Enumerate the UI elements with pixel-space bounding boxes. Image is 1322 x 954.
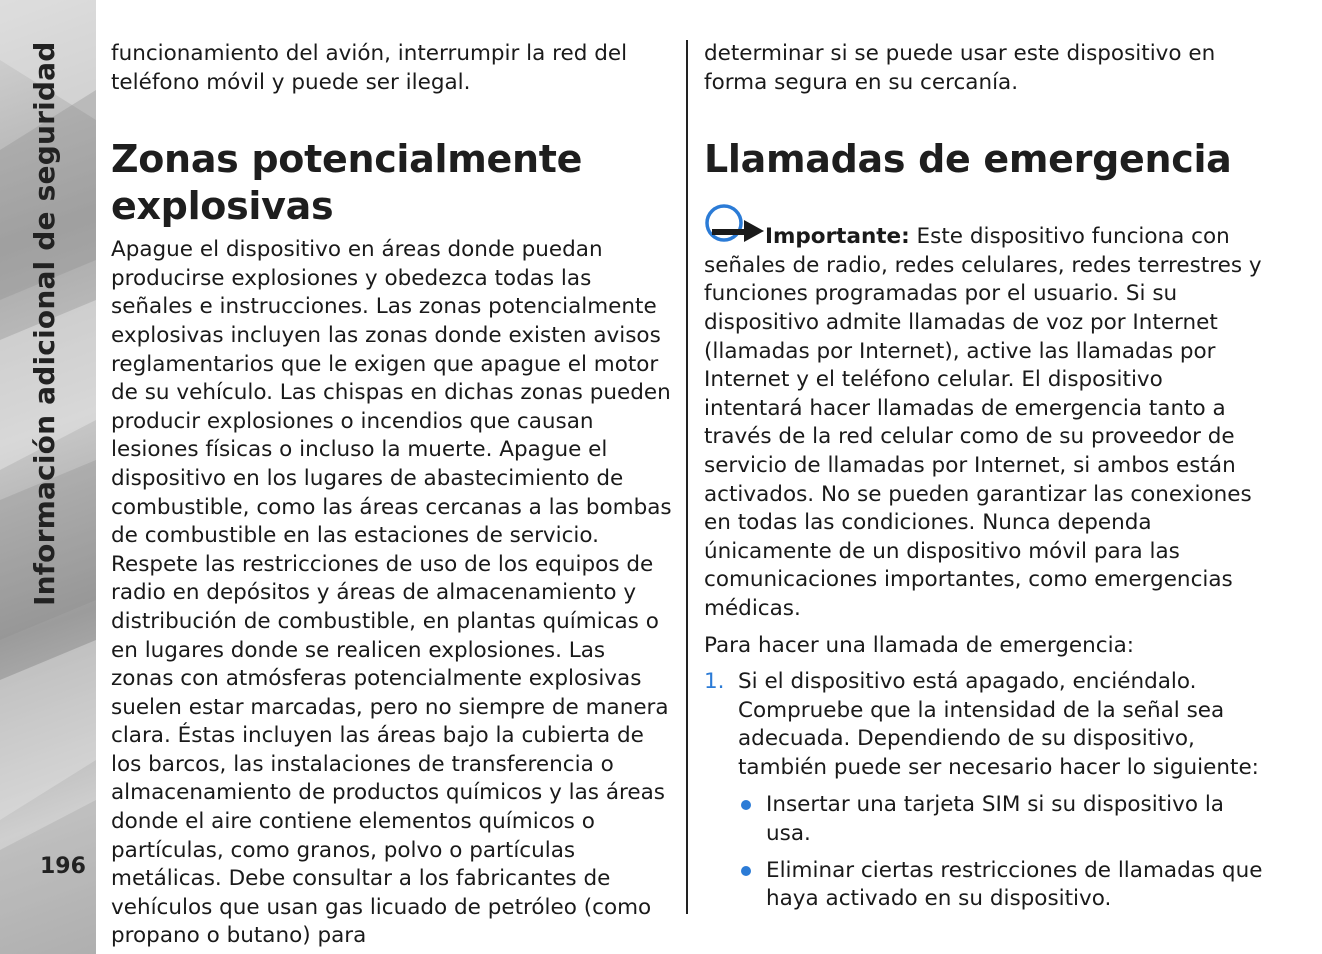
bullet-text: Insertar una tarjeta SIM si su dispositivo la usa. [766,792,1224,847]
right-intro-paragraph: determinar si se puede usar este dispositivo en forma segura en su cercanía. [704,41,1216,95]
important-note [704,203,1268,623]
list-item [738,791,1268,848]
page-number: 196 [40,854,86,879]
explosive-zones-paragraph: Apague el dispositivo en áreas donde puedan producirse explosiones y obedezca todas las señales e instrucciones. Las zonas potencialmente explosivas incluyen las zonas donde existen avisos reglamentarios que le exigen que apague el motor de su vehículo. Las chispas en dichas zonas pueden producir explosiones o incendios que causan lesiones físicas o incluso la muerte. Apague el dispositivo en los lugares de abastecimiento de combustible, como las áreas cercanas a las bombas de combustible en las estaciones de servicio. Respete las restricciones de uso de los equipos de radio en depósitos y áreas de almacenamiento y distribución de combustible, en plantas químicas o en lugares donde se realicen explosiones. Las zonas con atmósferas potencialmente explosivas suelen estar marcadas, pero no siempre de manera clara. Éstas incluyen las áreas bajo la cubierta de los barcos, las instalaciones de transferencia o almacenamiento de productos químicos y las áreas donde el aire contiene elementos químicos o partículas, como granos, polvo o partículas metálicas. Debe consultar a los fabricantes de vehículos que usan gas licuado de petróleo (como propano o butano) para [111,237,672,949]
right-column [704,40,1268,922]
left-intro-paragraph: funcionamiento del avión, interrumpir la red del teléfono móvil y puede ser ilegal. [111,41,628,95]
bullet-list [738,791,1268,913]
bullet-text: Eliminar ciertas restricciones de llamadas que haya activado en su dispositivo. [766,857,1263,912]
section-title: Información adicional de seguridad [28,41,61,606]
step-number: 1. [704,669,725,695]
bullet-icon [741,866,751,876]
column-divider [686,40,688,914]
list-item [704,668,1268,914]
heading-emergency-calls: Llamadas de emergencia [704,137,1232,182]
steps-intro: Para hacer una llamada de emergencia: [704,632,1134,658]
heading-explosive-zones: Zonas potencialmente explosivas [111,137,583,229]
important-label: Importante: [765,224,910,250]
sidebar [0,0,96,954]
list-item [738,857,1268,914]
note-pointer-icon [704,203,766,251]
important-text: Este dispositivo funciona con señales de radio, redes celulares, redes terrestres y funciones programadas por el usuario. Si su dispositivo admite llamadas de voz por Internet (llamadas por Internet), active las llamadas por Internet y el teléfono celular. El dispositivo intentará hacer llamadas de emergencia tanto a través de la red celular como de su proveedor de servicio de llamadas por Internet, si ambos están activados. No se pueden garantizar las conexiones en todas las condiciones. Nunca dependa únicamente de un dispositivo móvil para las comunicaciones importantes, como emergencias médicas. [704,224,1262,621]
left-column [111,40,673,951]
important-paragraph [704,203,1268,623]
step-text: Si el dispositivo está apagado, enciéndalo. Compruebe que la intensidad de la señal sea adecuada. Dependiendo de su dispositivo, también puede ser necesario hacer lo siguiente: [738,669,1259,780]
bullet-icon [741,800,751,810]
steps-list [704,668,1268,914]
